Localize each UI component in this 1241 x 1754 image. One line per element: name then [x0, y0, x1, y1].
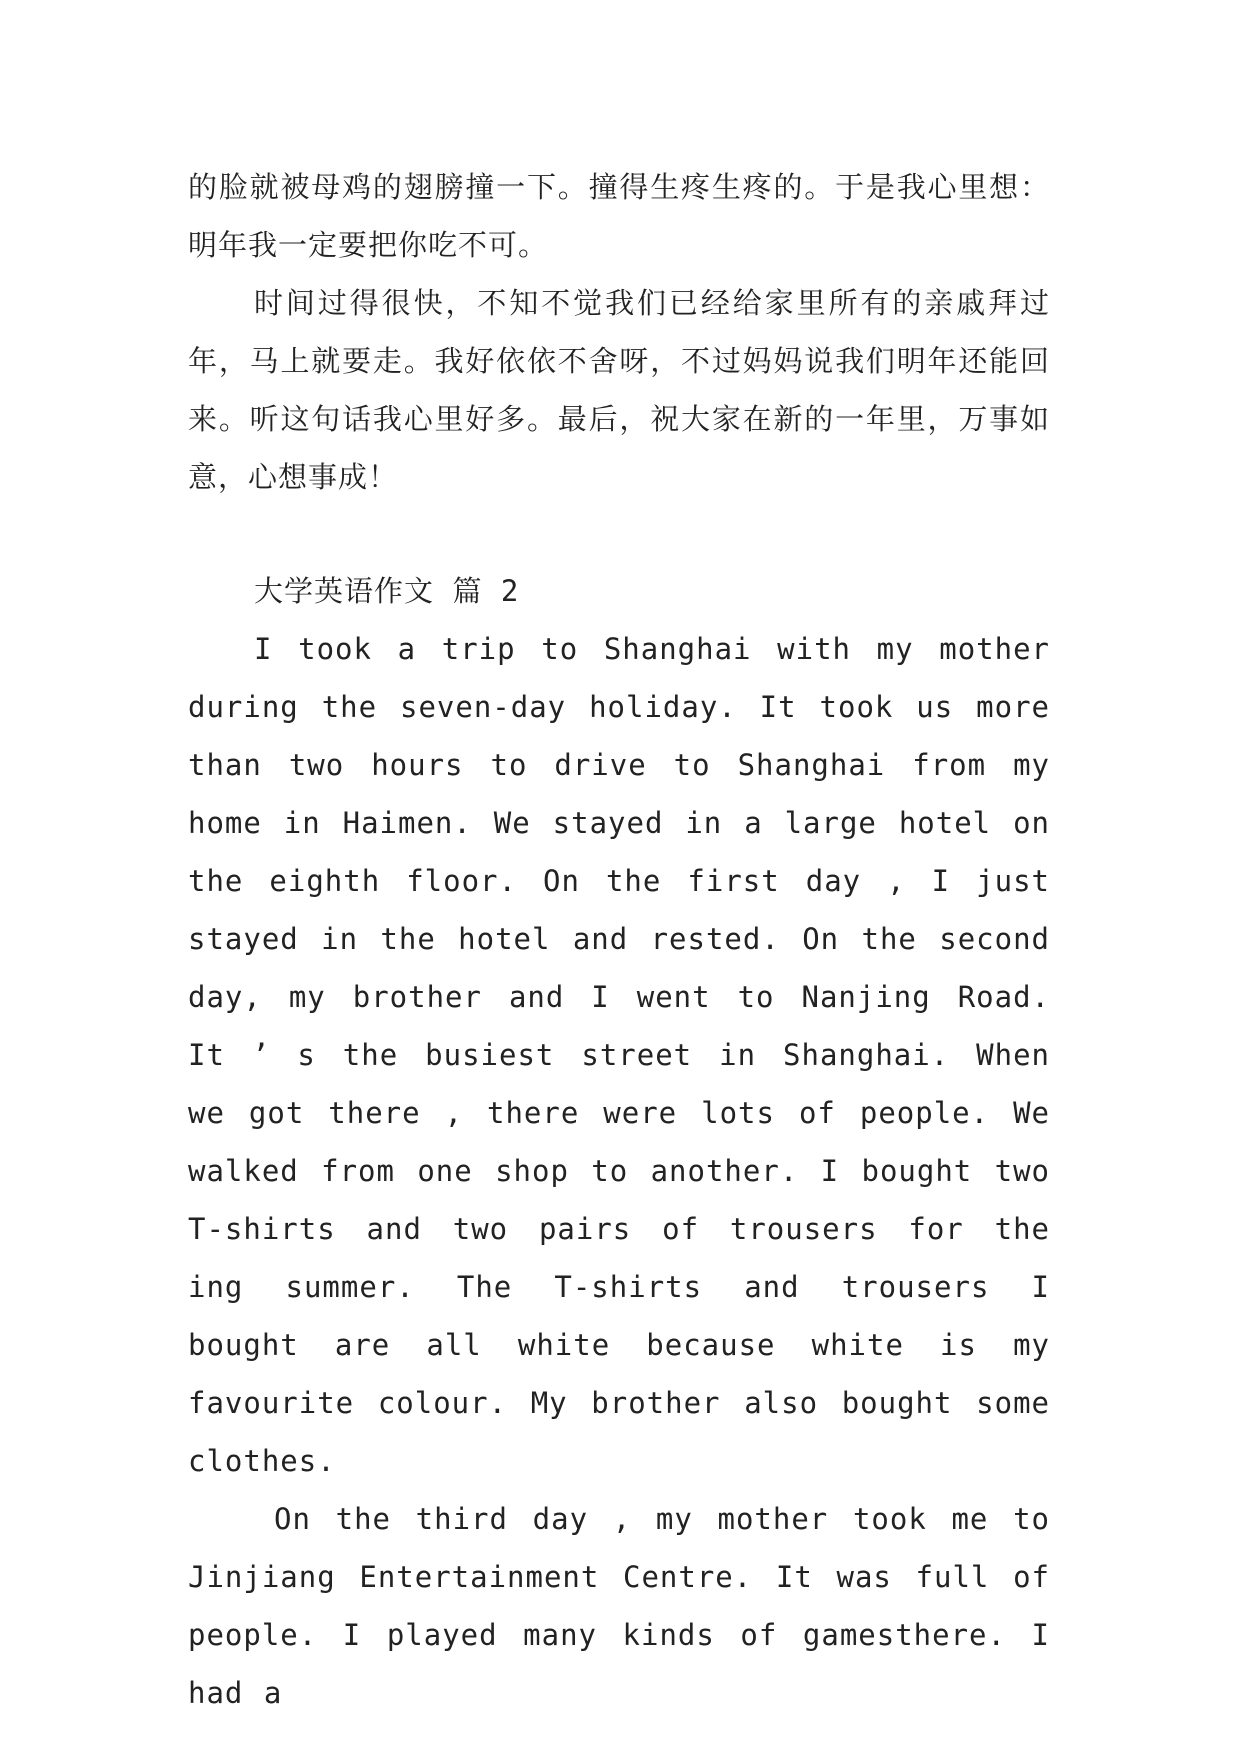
paragraph-chicken: 的脸就被母鸡的翅膀撞一下。撞得生疼生疼的。于是我心里想：明年我一定要把你吃不可。	[188, 170, 1050, 262]
section-title: 大学英语作文 篇 2	[254, 574, 520, 608]
paragraph-shanghai-trip: I took a trip to Shanghai with my mother during the seven-day holiday. It took us more than two hours to drive to Shanghai from my home in Haimen. We stayed in a large hotel on the eighth floor. On the first day , I just stayed in the hotel and rested. On the second day, my brother and I went to Nanjing Road. It ’ s the busiest street in Shanghai. When we got there , there were lots of people. We walked from one shop to another. I bought two T-shirts and two pairs of trousers for the ing summer. The T-shirts and trousers I bought are all white because white is my favourite colour. My brother also bought some clothes.	[188, 632, 1050, 1478]
document-body	[188, 158, 1050, 1722]
paragraph-new-year: 时间过得很快，不知不觉我们已经给家里所有的亲戚拜过年，马上就要走。我好依依不舍呀，不过妈妈说我们明年还能回来。听这句话我心里好多。最后，祝大家在新的一年里，万事如意，心想事成！	[188, 286, 1050, 494]
paragraph-third-day: On the third day , my mother took me to Jinjiang Entertainment Centre. It was full of people. I played many kinds of gamesthere. I had a	[188, 1502, 1050, 1710]
